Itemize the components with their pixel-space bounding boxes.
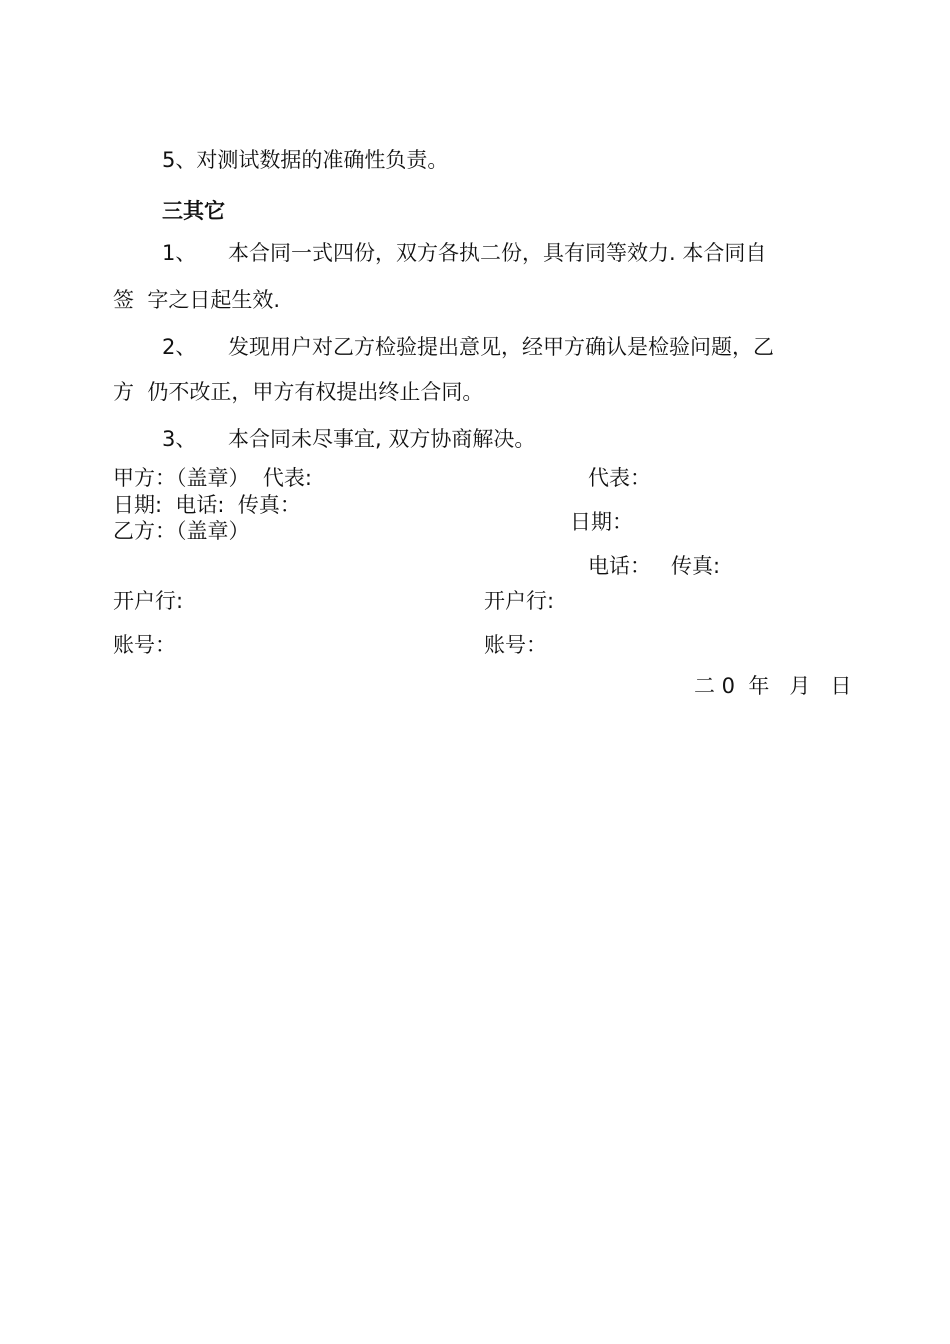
section-heading-others: 三其它 <box>162 199 225 223</box>
clause-2-number: 2、 <box>162 335 197 359</box>
date-phone-fax-left: 日期: 电话: 传真： <box>113 493 301 517</box>
signing-date-line: 二 0 年 月 日 <box>694 674 852 698</box>
clause-2-line-2: 方 仍不改正，甲方有权提出终止合同。 <box>113 380 484 404</box>
bank-right: 开户行: <box>484 589 555 613</box>
clause-1-number: 1、 <box>162 241 197 265</box>
obligation-item-5: 5、对测试数据的准确性负责。 <box>162 148 449 172</box>
party-a-seal-line: 甲方：（盖章） 代表: <box>113 466 312 490</box>
account-right: 账号： <box>484 633 547 657</box>
clause-2-line-1: 发现用户对乙方检验提出意见，经甲方确认是检验问题，乙 <box>228 335 774 359</box>
clause-1-line-2: 签 字之日起生效. <box>113 288 281 312</box>
date-right: 日期： <box>570 510 633 534</box>
clause-1-line-1: 本合同一式四份，双方各执二份，具有同等效力. 本合同自 <box>228 241 767 265</box>
phone-fax-right: 电话： 传真: <box>588 554 721 578</box>
representative-right: 代表： <box>588 466 651 490</box>
clause-3-line-1: 本合同未尽事宜, 双方协商解决。 <box>228 427 536 451</box>
clause-3-number: 3、 <box>162 427 197 451</box>
bank-left: 开户行: <box>113 589 184 613</box>
account-left: 账号： <box>113 633 176 657</box>
party-b-seal-line: 乙方：（盖章） <box>113 519 250 543</box>
